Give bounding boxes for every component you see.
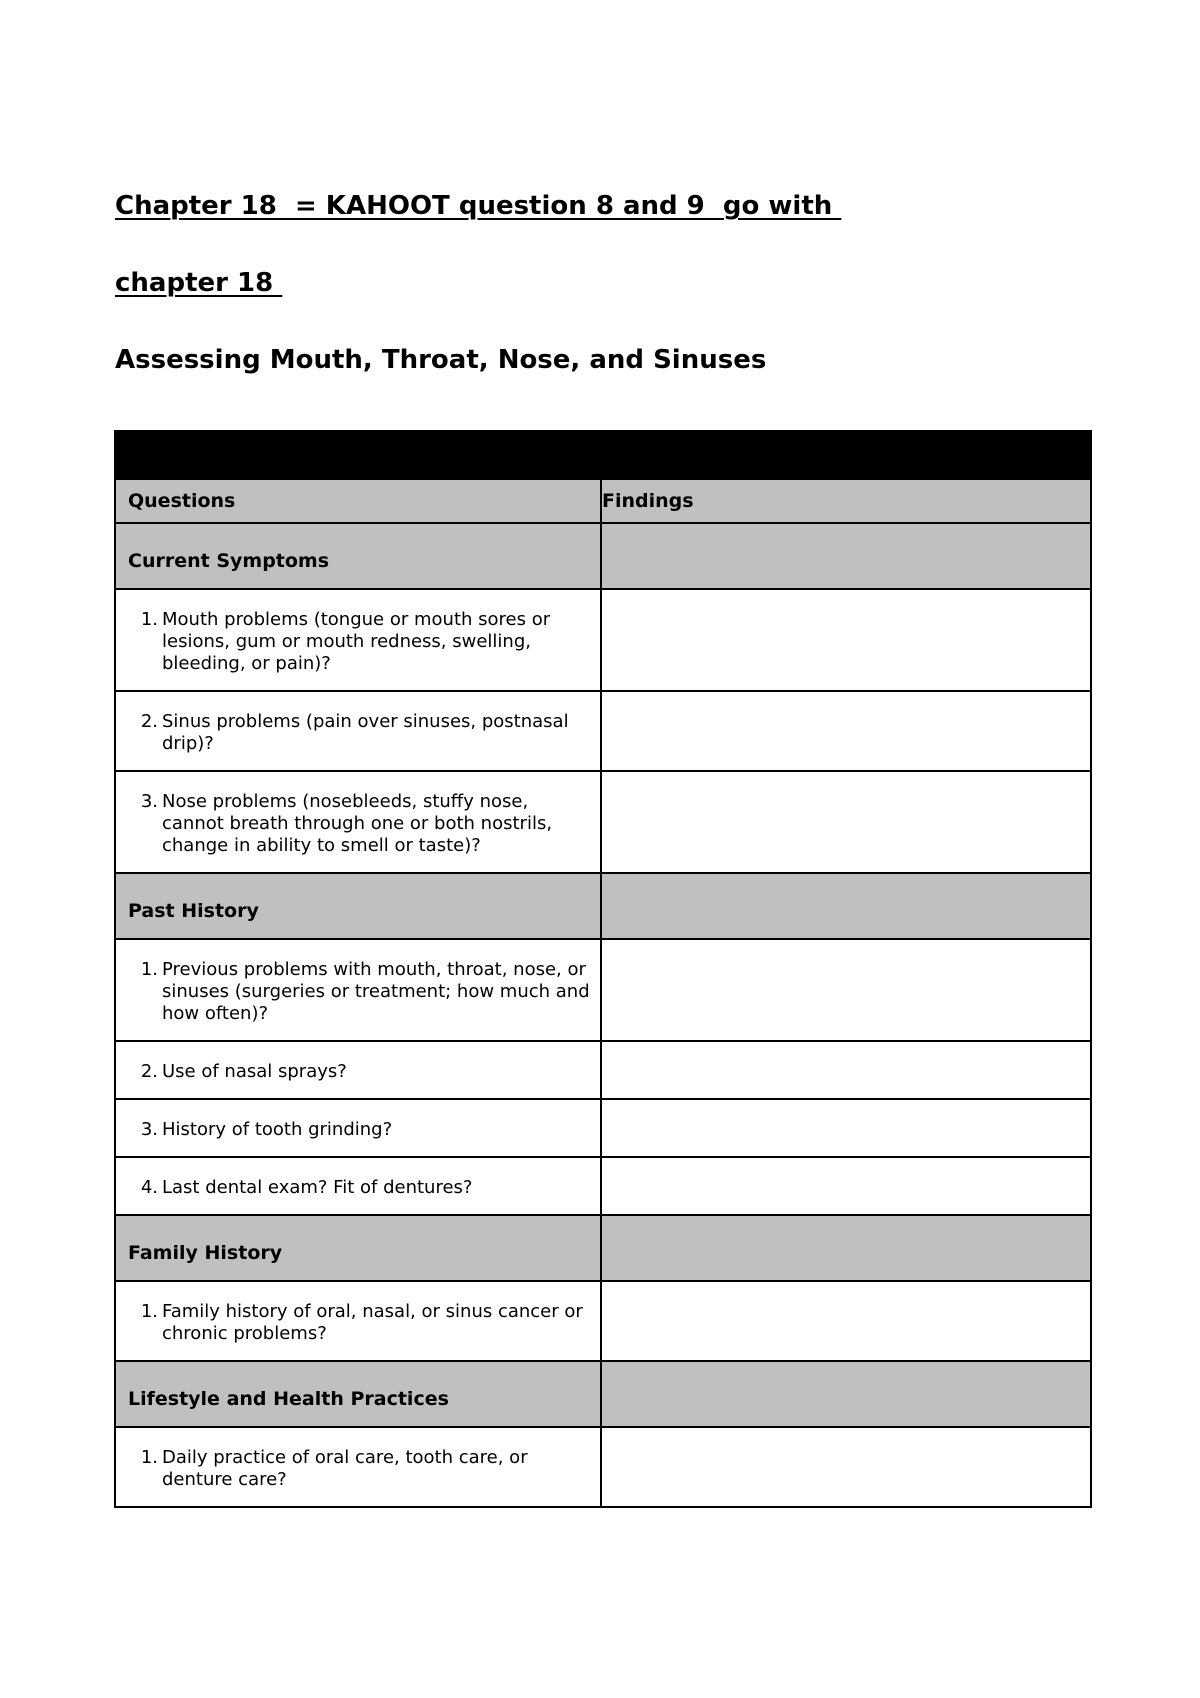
question-text: Family history of oral, nasal, or sinus cancer or chronic problems? (162, 1301, 583, 1344)
question-text: Daily practice of oral care, tooth care, or denture care? (162, 1447, 528, 1490)
findings-cell[interactable] (601, 1099, 1091, 1157)
question-text: Mouth problems (tongue or mouth sores or lesions, gum or mouth redness, swelling, bleeding, or pain)? (162, 609, 551, 674)
findings-cell[interactable] (601, 1281, 1091, 1361)
table-row (115, 1041, 1091, 1099)
item-number: 1. (140, 1447, 158, 1468)
page-subtitle: Assessing Mouth, Throat, Nose, and Sinuses (115, 345, 767, 375)
table-row (115, 1281, 1091, 1361)
section-title: Past History (115, 873, 601, 939)
table-row (115, 691, 1091, 771)
findings-column-header: Findings (601, 479, 1091, 523)
item-number: 1. (140, 1301, 158, 1322)
chapter-heading-line-2: chapter 18 (115, 268, 283, 298)
question-text: Use of nasal sprays? (162, 1061, 347, 1082)
question-text: Sinus problems (pain over sinuses, postnasal drip)? (162, 711, 569, 754)
banner-cell (115, 431, 1091, 479)
assessment-table (114, 430, 1090, 1508)
section-findings-cell (601, 1215, 1091, 1281)
table-header-row (115, 479, 1091, 523)
section-row-past-history (115, 873, 1091, 939)
item-number: 2. (140, 1061, 158, 1082)
section-row-family-history (115, 1215, 1091, 1281)
item-number: 2. (140, 711, 158, 732)
section-findings-cell (601, 523, 1091, 589)
section-row-lifestyle (115, 1361, 1091, 1427)
findings-cell[interactable] (601, 589, 1091, 691)
question-text: Last dental exam? Fit of dentures? (162, 1177, 473, 1198)
item-number: 1. (140, 959, 158, 980)
question-text: Previous problems with mouth, throat, nose, or sinuses (surgeries or treatment; how much and how often)? (162, 959, 590, 1024)
section-findings-cell (601, 1361, 1091, 1427)
findings-cell[interactable] (601, 771, 1091, 873)
item-number: 4. (140, 1177, 158, 1198)
table-row (115, 771, 1091, 873)
item-number: 3. (140, 1119, 158, 1140)
findings-cell[interactable] (601, 1157, 1091, 1215)
item-number: 1. (140, 609, 158, 630)
table-row (115, 1157, 1091, 1215)
section-title: Lifestyle and Health Practices (115, 1361, 601, 1427)
chapter-heading-line-1: Chapter 18 = KAHOOT question 8 and 9 go with (115, 191, 842, 221)
findings-cell[interactable] (601, 1427, 1091, 1507)
section-title: Family History (115, 1215, 601, 1281)
question-text: Nose problems (nosebleeds, stuffy nose, cannot breath through one or both nostrils, change in ability to smell or taste)? (162, 791, 553, 856)
table-row (115, 589, 1091, 691)
assessment-form (114, 430, 1092, 1508)
section-title: Current Symptoms (115, 523, 601, 589)
findings-cell[interactable] (601, 691, 1091, 771)
findings-cell[interactable] (601, 1041, 1091, 1099)
findings-cell[interactable] (601, 939, 1091, 1041)
question-text: History of tooth grinding? (162, 1119, 393, 1140)
table-row (115, 1427, 1091, 1507)
section-row-current-symptoms (115, 523, 1091, 589)
table-banner (115, 431, 1091, 479)
questions-column-header: Questions (115, 479, 601, 523)
table-row (115, 939, 1091, 1041)
item-number: 3. (140, 791, 158, 812)
section-findings-cell (601, 873, 1091, 939)
table-row (115, 1099, 1091, 1157)
